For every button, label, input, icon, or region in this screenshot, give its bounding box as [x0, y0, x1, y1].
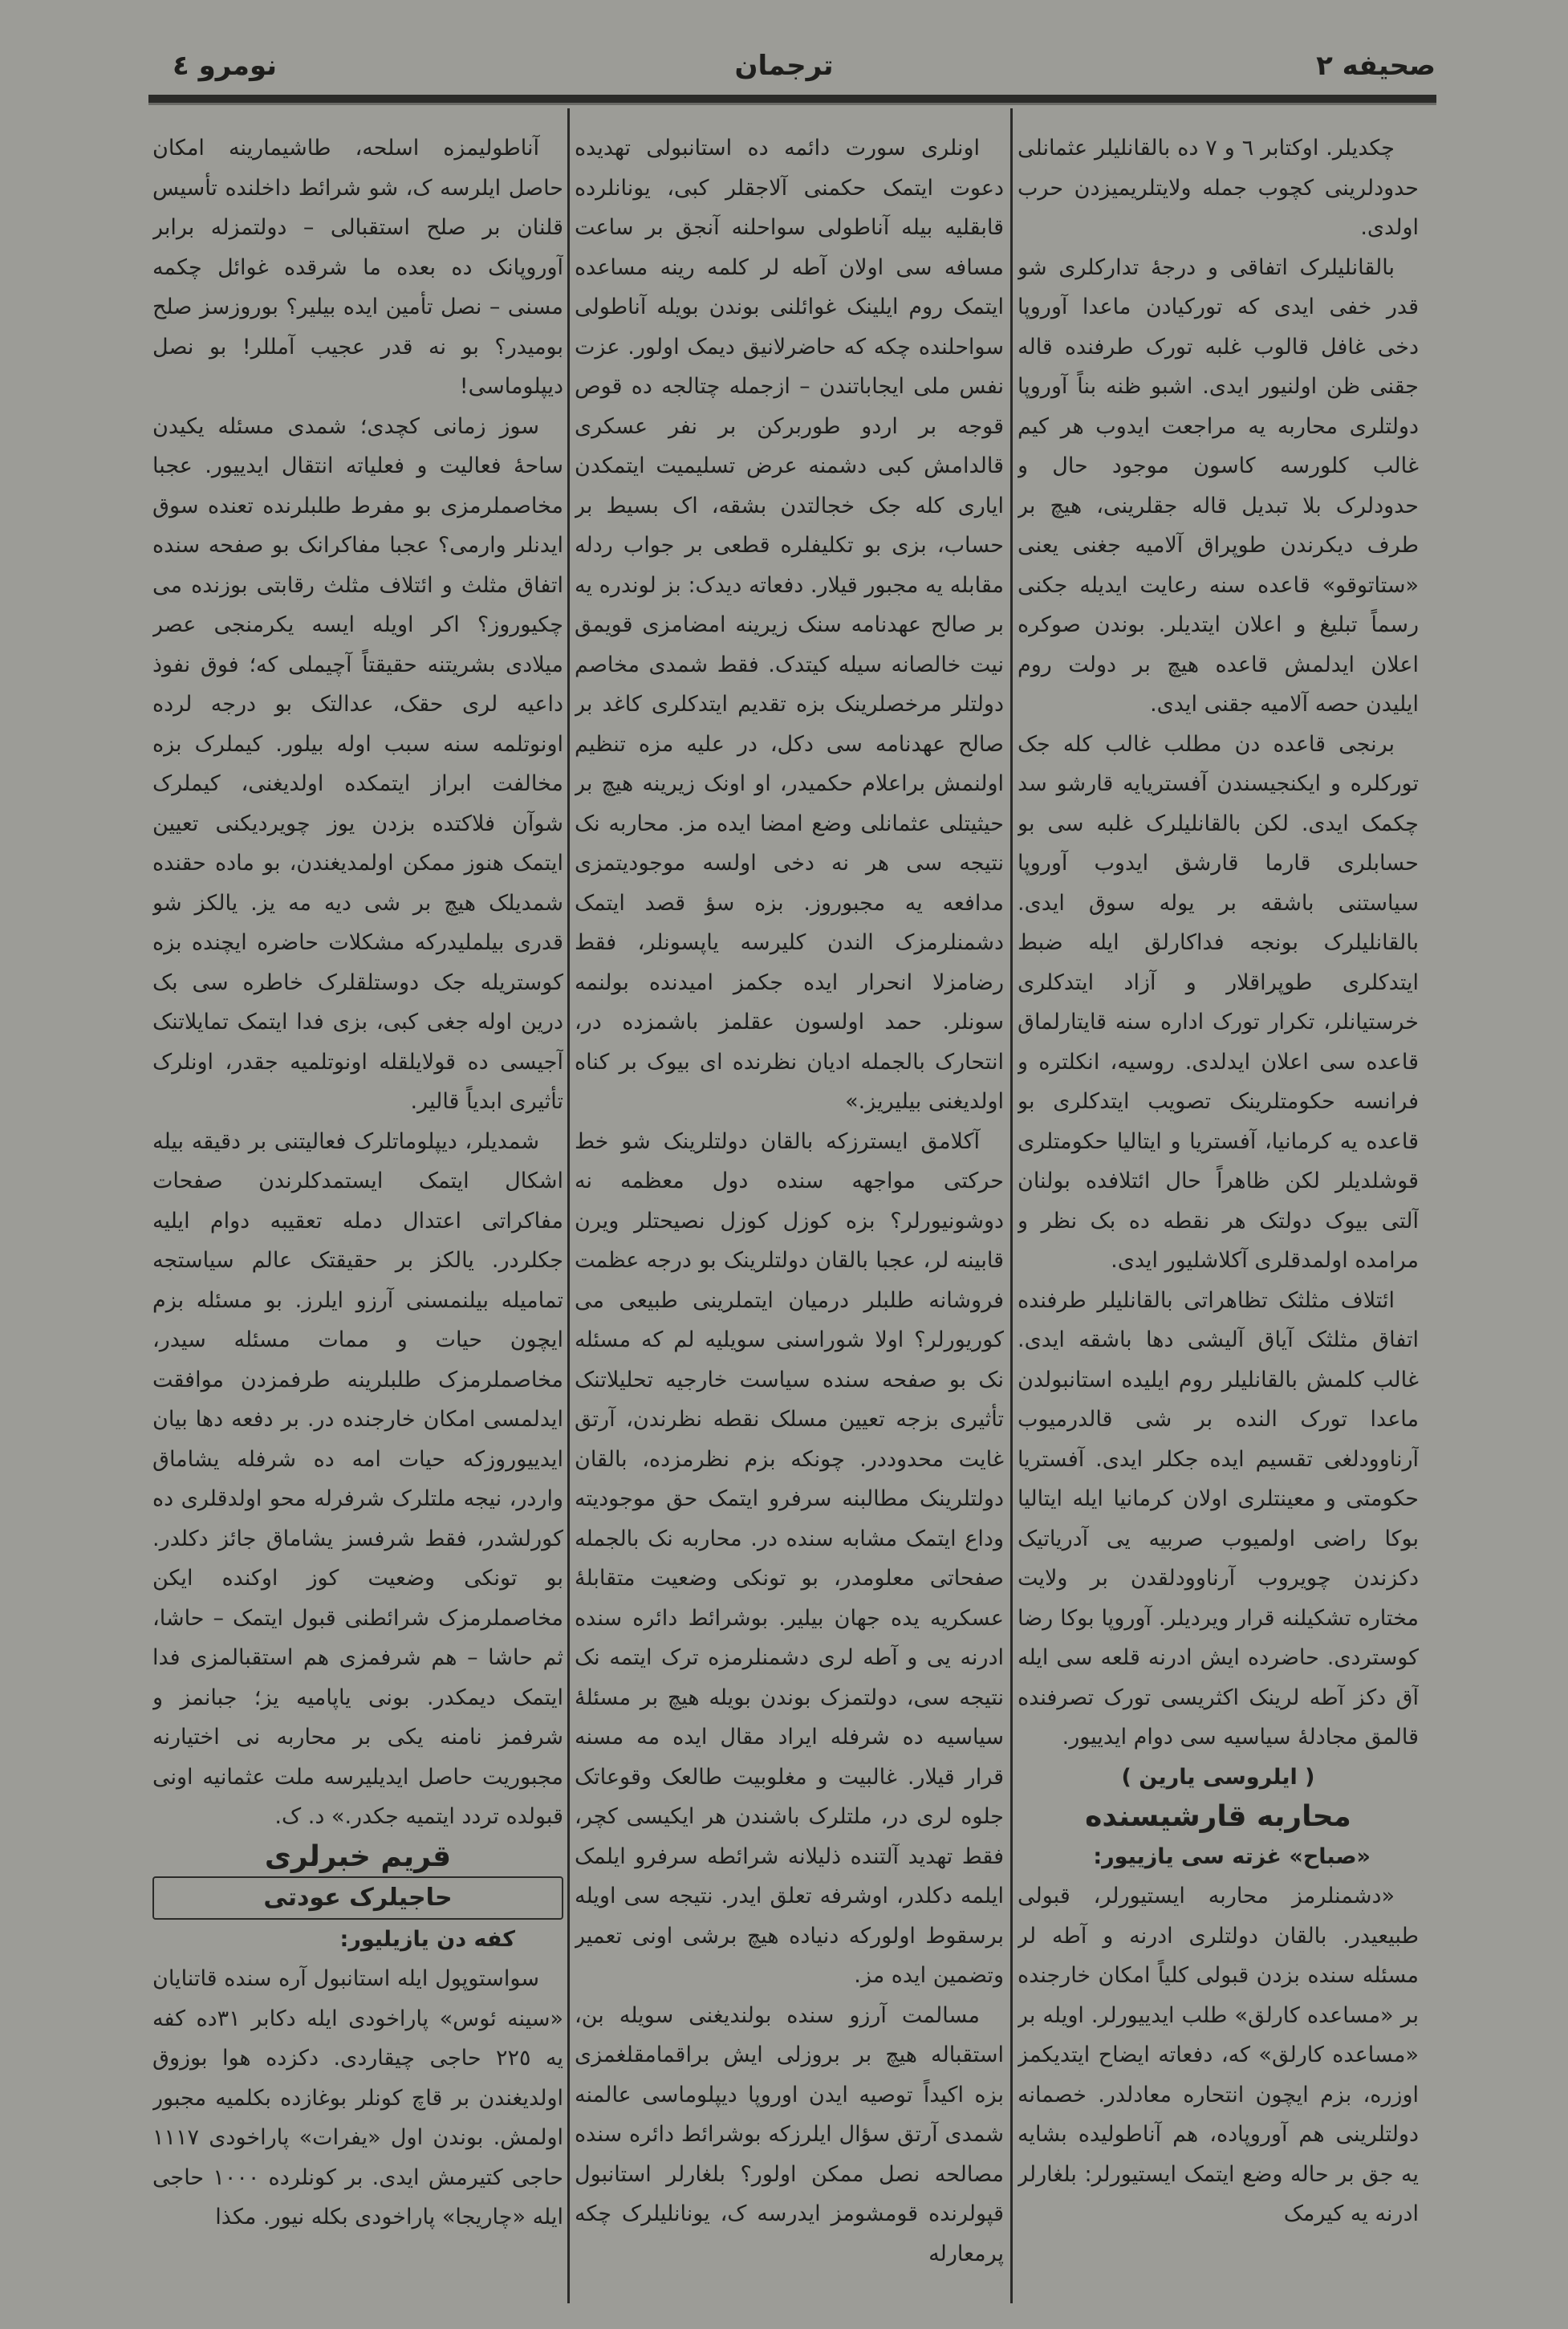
paragraph: ائتلاف مثلثک تظاهراتی بالقانلیلر طرفنده اتفاق مثلثک آیاق آلیشی دها باشقه ایدی. غالب کلمش بالقانلیلر روم ایلیده استانبولدن ماعدا تورک النده بر شی قالدرمیوب آرناوودلغی تقسیم ایده جکلر ایدی. آفستریا حکومتی و معینتلری اولان کرمانیا ایله ایتالیا بوکا راضی اولمیوب صربیه یی آدریاتیک دکزندن چویروب آرناوودلقدن بر ولایت مختاره تشکیلنه قرار ویردیلر. آوروپا بوکا رضا کوستردی. حاضرده ایش ادرنه قلعه سی ایله آق دکز آطه لرینک اکثریسی تورک تصرفنده قالمق مجادلهٔ سیاسیه سی دوام ایدییور. — [1018, 1287, 1419, 1750]
article-title: محاربه قارشیسنده — [1085, 1800, 1351, 1833]
paragraph: مسالمت آرزو سنده بولندیغنی سویله بن، استقباله هیچ بر بروزلی ایش براقمامقلغمزی بزه اکیداً توصیه ایدن اوروپا دیپلوماسی عالمنه شمدی آرتق سؤال ایلرزکه بوشرائط دائره سنده مصالحه نصل ممکن اولور؟ بلغارلر استانبول قپولرنده قومشومز ایدرسه ک، یونانلیلرک چکه پرمعارله — [575, 2002, 1004, 2266]
paragraph: برنجی قاعده دن مطلب غالب کله جک تورکلره و ایکنجیسندن آفستریایه قارشو سد چکمک ایدی. لکن بالقانلیلرک غلبه سی بو حسابلری قارما قارشق ایدوب آوروپا سیاستنی باشقه بر یوله سوق ایدی. بالقانلیلرک بونجه فداکارلق ایله ضبط ایتدکلری طوپراقلار و آزاد ایتدکلری خرستیانلر، تکرار تورک اداره سنه قایتارلماق قاعده سی اعلان ایدلدی. روسیه، انکلتره و فرانسه حکومتلرینک تصویب ایتدکلری بو قاعده یه کرمانیا، آفستریا و ایتالیا حکومتلری قوشلدیلر لکن ظاهراً حال ائتلافده بولنان آلتی بیوک دولتک هر نقطه ده بک نظر و مرامده اولمدقلری آکلاشلیور ایدی. — [1018, 731, 1419, 1273]
page-number-label: صحیفه ٢ — [1316, 50, 1436, 82]
column-right — [1018, 128, 1419, 2311]
column-divider — [567, 108, 570, 2303]
paragraph: سواستوپول ایله استانبول آره سنده قاتنایان «سینه ئوس» پاراخودی ایله دکابر ٣١ده کفه یه ٢٢٥ حاجی چیقاردی. دکزده هوا بوزوق اولدیغندن بر قاچ کونلر بوغازده بکلمیه مجبور اولمش. بوندن اول «یفرات» پاراخودی ١١١٧ حاجی کتیرمش ایدی. بر کونلرده ١٠٠٠ حاجی ایله «چاریجا» پاراخودی بکله نیور. مکذا — [152, 1966, 563, 2229]
section-title: قریم خبرلری — [264, 1839, 452, 1873]
dateline: کفه دن یازیلیور: — [339, 1926, 515, 1952]
paragraph: شمدیلر، دیپلوماتلرک فعالیتنی بر دقیقه بیله اشکال ایتمک ایستمدکلرندن صفحات مفاکراتی اعتدال دمله تعقیبه دوام ایلیه جکلردر. یالکز بر حقیقتک عالم سیاستجه تمامیله بیلنمسنی آرزو ایلرز. بو مسئله بزم ایچون حیات و ممات مسئله سیدر، مخاصملرمزک طلبلرینه طرفمزدن موافقت ایدلمسی امکان خارجنده در. بر دفعه دها بیان ایدییوروزکه حیات امه ده شرفله یشاماق واردر، نیجه ملتلرک شرفرله محو اولدقلری ده کورلشدر، فقط شرفسز یشاماق جائز دکلدر. بو تونکی وضعیت کوز اوکنده ایکن مخاصملرمزک شرائطنی قبول ایتمک – حاشا، ثم حاشا – هم شرفمزی هم استقبالمزی فدا ایتمک دیمکدر. بونی یاپامیه یز؛ جبانمز و شرفمز نامنه یکی بر محاربه نی اختیارنه مجبوریت حاصل ایدیلیرسه ملت عثمانیه اونی قبولده تردد ایتمیه جکدر.» د. ک. — [152, 1128, 563, 1829]
paragraph: بالقانلیلرک اتفاقی و درجهٔ تدارکلری شو قدر خفی ایدی که تورکیادن ماعدا آوروپا دخی غافل قالوب غلبه تورک طرفنده قاله جقنی ظن اولنیور ایدی. اشبو ظنه بناً آوروپا دولتلری محاربه یه مراجعت ایدوب هر کیم غالب کلورسه کاسون موجود حال و حدودلرک بلا تبدیل قاله جقلرینی، هیچ بر طرف دیکرندن طوپراق آلامیه جغنی یعنی «ستاتوقو» قاعده سنه رعایت ایدیله جکنی رسماً تبلیغ و اعلان ایتدیلر. بوندن صوکره اعلان ایدلمش قاعده هیچ بر دولت روم ایلیدن حصه آلامیه جقنی ایدی. — [1018, 254, 1419, 717]
issue-number-label: نومرو ٤ — [173, 50, 278, 82]
column-middle — [575, 128, 1004, 2311]
paragraph: «دشمنلرمز محاربه ایستیورلر، قبولی طبیعیدر. بالقان دولتلری ادرنه و آطه لر مسئله سنده بزدن قبولی کلیاً امکان خارجنده بر «مساعده کارلق» طلب ایدییورلر. اویله بر «مساعده کارلق» که، دفعاته ایضاح ایتدیکمز اوزره، بزم ایچون انتحاره معادلدر. خصمانه دولتلرینی هم آوروپاده، هم آناطولیده بشایه یه جق بر حاله وضع ایتمک ایستیورلر: بلغارلر ادرنه یه کیرمک — [1018, 1884, 1419, 2226]
paragraph: چکدیلر. اوکتابر ٦ و ٧ ده بالقانلیلر عثمانلی حدودلرینی کچوب جمله ولایتلریمیزدن حرب اولدی. — [1018, 136, 1419, 240]
subsection-title: حاجیلرک عودتی — [152, 1876, 563, 1920]
paragraph: آناطولیمزه اسلحه، طاشیمارینه امکان حاصل ایلرسه ک، شو شرائط داخلنده تأسیس قلنان بر صلح استقبالی – دولتمزله برابر آوروپانک ده بعده ما شرقده غوائل چکمه مسنی – نصل تأمین ایده بیلیر؟ بوروزسز صلح بومیدر؟ بو نه قدر عجیب آمللر! بو نصل دیپلوماسی! — [152, 136, 563, 399]
continued-note: ( ایلروسی یارین ) — [1121, 1764, 1315, 1790]
paragraph: اونلری سورت دائمه ده استانبولی تهدیده دعوت ایتمک حکمنی آلاجقلر کبی، یونانلرده قابقلیه بیله آناطولی سواحلنه آنجق بر ساعت مسافه سی اولان آطه لر کلمه رینه مساعده ایتمک روم ایلینک غوائلنی بوندن بویله آناطولی سواحلنده چکه که حاضرلانیق دیمک اولور. عزت نفس ملی ایجاباتندن – ازجمله چتالجه ده قوص قوجه بر اردو طوربرکن بر نفر عسکری قالدامش کبی دشمنه عرض تسلیمیت ایتمکدن ایاری کله جک خجالتدن بشقه، اک بسیط بر حساب، بزی بو تکلیفلره قطعی بر جواب ردله مقابله یه مجبور قیلار. دفعاته دیدک: بز لوندره یه بر صالح عهدنامه سنک زیرینه امضامزی قویمق نیت خالصانه سیله کیتدک. فقط شمدی مخاصم دولتلر مرخصلرینک بزه تقدیم ایتدکلری کاغد بر صالح عهدنامه سی دکل، در علیه مزه تنظیم اولنمش براعلام حکمیدر، او اونک زیرینه هیچ بر حیثیتلی عثمانلی وضع امضا ایده مز. محاربه نک نتیجه سی هر نه دخی اولسه موجودیتمزی مدافعه یه مجبوروز. بزه سؤ قصد ایتمک دشمنلرمزک الندن کلیرسه یاپسونلر، فقط رضامزلا انحرار ایده جکمز امیدنده بولنمه سونلر. حمد اولسون عقلمز باشمزده در، انتحارک بالجمله ادیان نظرنده ای بیوک بر کناه اولدیغنی بیلیریز.» — [575, 136, 1004, 1114]
newspaper-masthead-title: ترجمان — [734, 50, 834, 82]
header-rule — [148, 95, 1436, 105]
column-left — [152, 128, 563, 2311]
paragraph: سوز زمانی کچدی؛ شمدی مسئله یکیدن ساحهٔ فعالیت و فعلیاته انتقال ایدییور. عجبا مخاصملرمزی بو مفرط طلبلرنده تعنده سوق ایدنلر وارمی؟ عجبا مفاکرانک بو صفحه سنده اتفاق مثلث و ائتلاف مثلث رقابتی بوزنده می چکیوروز؟ اکر اویله ایسه یکرمنجی عصر میلادی بشریتنه حقیقتاً آچیملی که؛ فوق نفوذ داعیه لری حقک، عدالتک بو درجه لرده اونوتلمه سنه سبب اوله بیلور. کیملرک بزه مخالفت ابراز ایتمکده اولدیغنی، کیملرک شوآن فلاکتده بزدن یوز چویردیکنی تعیین ایتمک هنوز ممکن اولمدیغندن، بو ماده حقنده شمدیلک هیچ بر شی دیه مه یز. یالکز شو قدری بیلملیدرکه مشکلات حاضره ایچنده بزه کوستریله جک دوستلقلرک خاطره سی بک درین اوله جغی کبی، بزی فدا ایتمک تمایلاتنک آجیسی ده قولایلقله اونوتلمیه جقدر، اونلرک تأثیری ابدیاً قالیر. — [152, 413, 563, 1114]
paragraph: آکلامق ایسترزکه بالقان دولتلرینک شو خط حرکتی مواجهه سنده دول معظمه نه دوشونیورلر؟ بزه کوزل کوزل نصیحتلر ویرن قابینه لر، عجبا بالقان دولتلرینک بو درجه عظمت فروشانه طلبلر درمیان ایتملرینی طبیعی می کوریورلر؟ اولا شوراسنی سویلیه لم که مسئله نک بو صفحه سنده سیاست خارجیه تحلیلاتنک تأثیری بزجه تعیین مسلک نقطه نظرندن، آرتق غایت محدوددر. چونکه بزم نظرمزده، بالقان دولتلرینک مطالبنه سرفرو ایتمک حق موجودیته وداع ایتمک مشابه سنده در. محاربه نک بالجمله صفحاتی معلومدر، بو تونکی وضعیت متقابلهٔ عسکریه یده جهان بیلیر. بوشرائط دائره سنده ادرنه یی و آطه لری دشمنلرمزه ترک ایتمه نک نتیجه سی، دولتمزک بوندن بویله هیچ بر مسئلهٔ سیاسیه ده شرفله ایراد مقال ایده مه مسنه قرار قیلار. غالبیت و مغلوبیت طالعک وقوعاتک جلوه لری در، ملتلرک باشندن هر ایکیسی کچر، فقط تهدید آلتنده ذلیلانه شرائطه سرفرو ایلمک ایلمه دکلدر، اوشرفه تعلق ایدر. نتیجه سی اویله برسقوط اولورکه دنیاده هیچ برشی اونی تعمیر وتضمین ایده مز. — [575, 1128, 1004, 1988]
column-divider — [1010, 108, 1013, 2303]
source-line: «صباح» غزته سی یازییور: — [1093, 1843, 1371, 1869]
